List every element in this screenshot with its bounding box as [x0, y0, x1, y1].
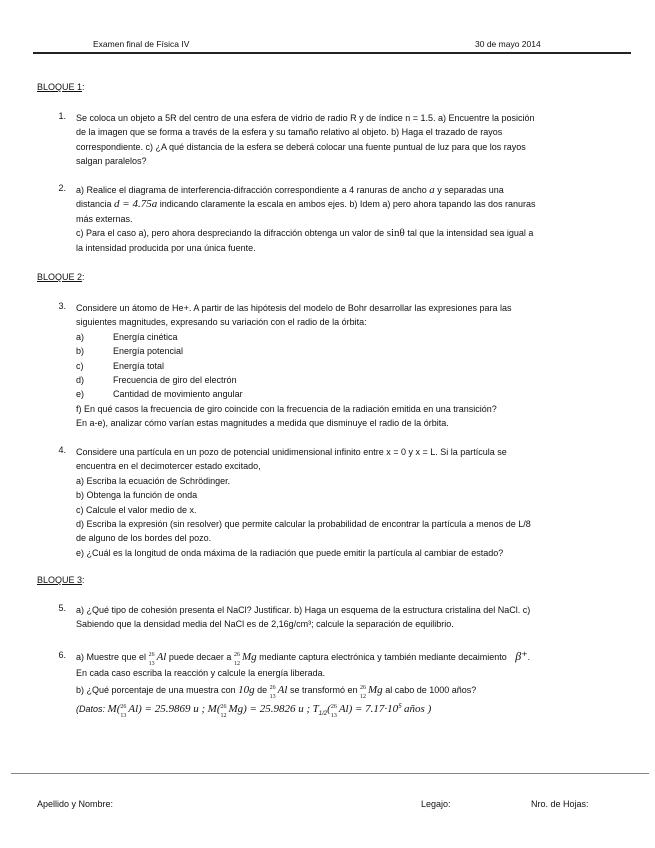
bloque-1-heading: BLOQUE 1:	[37, 82, 85, 92]
footer-divider	[11, 773, 649, 774]
exam-title: Examen final de Física IV	[93, 39, 190, 49]
header-divider	[33, 52, 631, 54]
data-line: (Datos: M( 26 13 Al) = 25.9869 u ; M( 26 12 Mg) = 25.9826 u ; $T_{1/2}$( 26 13 $Al) = 7.17\cdot 10^5$ años )	[76, 703, 432, 719]
question-5-number: 5.	[58, 603, 66, 613]
question-5: a) ¿Qué tipo de cohesión presenta el NaCl? Justificar. b) Haga un esquema de la estructura cristalina del NaCl. c) Sabiendo que la densidad media del NaCl es de 2,16g/cm³; calcule la separación de equilibrio.	[76, 605, 531, 630]
question-4: Considere una partícula en un pozo de potencial unidimensional infinito entre x = 0 y x = L. Si la partícula se encuentra en el decimotercer estado excitado, a) Escriba la ecuación de Schrödinger. b) Obtenga la función de onda c) Calcule el valor medio de x. d) Escriba la expresión (sin resolver) que permite calcular la probabilidad de encontrar la partícula a menos de L/8 de alguno de los bordes del pozo. e) ¿Cuál es la longitud de onda máxima de la radiación que puede emitir la partícula al cambiar de estado?	[76, 447, 531, 558]
question-6-number: 6.	[58, 650, 66, 660]
question-2-number: 2.	[58, 183, 66, 193]
list-item: c) Energía total	[76, 360, 165, 371]
question-6: a) Muestre que el 26 13 Al puede decaer a 26 12 Mg mediante captura electrónica y también mediante decaimiento β⁺. En cada caso escriba la reacción y calcule la energía liberada. b) ¿Qué porcentaje de una muestra con 10g de 26 13 Al se transformó en 26 12 Mg al cabo de 1000 años? (Datos: M( 26 13 Al) = 25.9869 u ; M( 26 12 Mg) = 25.9826 u ; $T_{1/2}$( 26 13 $Al) = 7.17\cdot 10^5$ años )	[76, 648, 632, 716]
math-a: a	[429, 184, 435, 196]
list-item: d) Frecuencia de giro del electrón	[76, 374, 237, 385]
exam-date: 30 de mayo 2014	[475, 39, 541, 49]
math-distance: d = 4.75a	[114, 198, 158, 211]
beta-plus: β⁺	[515, 649, 528, 663]
question-2: a) Realice el diagrama de interferencia-difracción correspondiente a 4 ranuras de ancho a y separadas una distancia d = 4.75a indicando claramente la escala en ambos ejes. b) Idem a) pero ahora tapando las dos ranuras más externas. c) Para el caso a), pero ahora despreciando la difracción obtenga un valor de sinθ tal que la intensidad sea igual a la intensidad producida por una única fuente.	[76, 184, 536, 253]
question-1-number: 1.	[58, 111, 66, 121]
list-item: e) Cantidad de movimiento angular	[76, 389, 243, 400]
list-item: a) Energía cinética	[76, 331, 178, 342]
bloque-2-heading: BLOQUE 2:	[37, 272, 85, 282]
question-4-number: 4.	[58, 445, 66, 455]
math-sin-theta: sinθ	[386, 227, 405, 240]
isotope-mg26: 26 12	[233, 652, 240, 667]
isotope-al26: 26 13	[148, 652, 155, 667]
sheet-count-label: Nro. de Hojas:	[531, 799, 589, 809]
question-3: Considere un átomo de He+. A partir de las hipótesis del modelo de Bohr desarrollar las expresiones para las siguientes magnitudes, expresando su variación con el radio de la órbita: a) Energía cinética b) Energía potencial c) Energía total d) Frecuencia de giro del electrón e) Cantidad de movimiento angular f) En qué casos la frecuencia de giro coincide con la frecuencia de la radiación emitida en una transición? En a-e), analizar cómo varían estas magnitudes a medida que disminuye el radio de la órbita.	[76, 301, 632, 431]
list-item: b) Energía potencial	[76, 346, 184, 357]
name-field-label: Apellido y Nombre:	[37, 799, 114, 809]
question-3-number: 3.	[58, 301, 66, 311]
question-1: Se coloca un objeto a 5R del centro de una esfera de vidrio de radio R y de índice n = 1.5. a) Encuentre la posición de la imagen que se forma a través de la esfera y su tamaño relativo al objeto. b) Haga el trazado de rayos correspondiente. c) ¿A qué distancia de la esfera se deberá colocar una fuente puntual de luz para que los rayos salgan paralelos?	[76, 113, 535, 167]
bloque-3-heading: BLOQUE 3:	[37, 575, 85, 585]
legajo-field-label: Legajo:	[421, 799, 451, 809]
